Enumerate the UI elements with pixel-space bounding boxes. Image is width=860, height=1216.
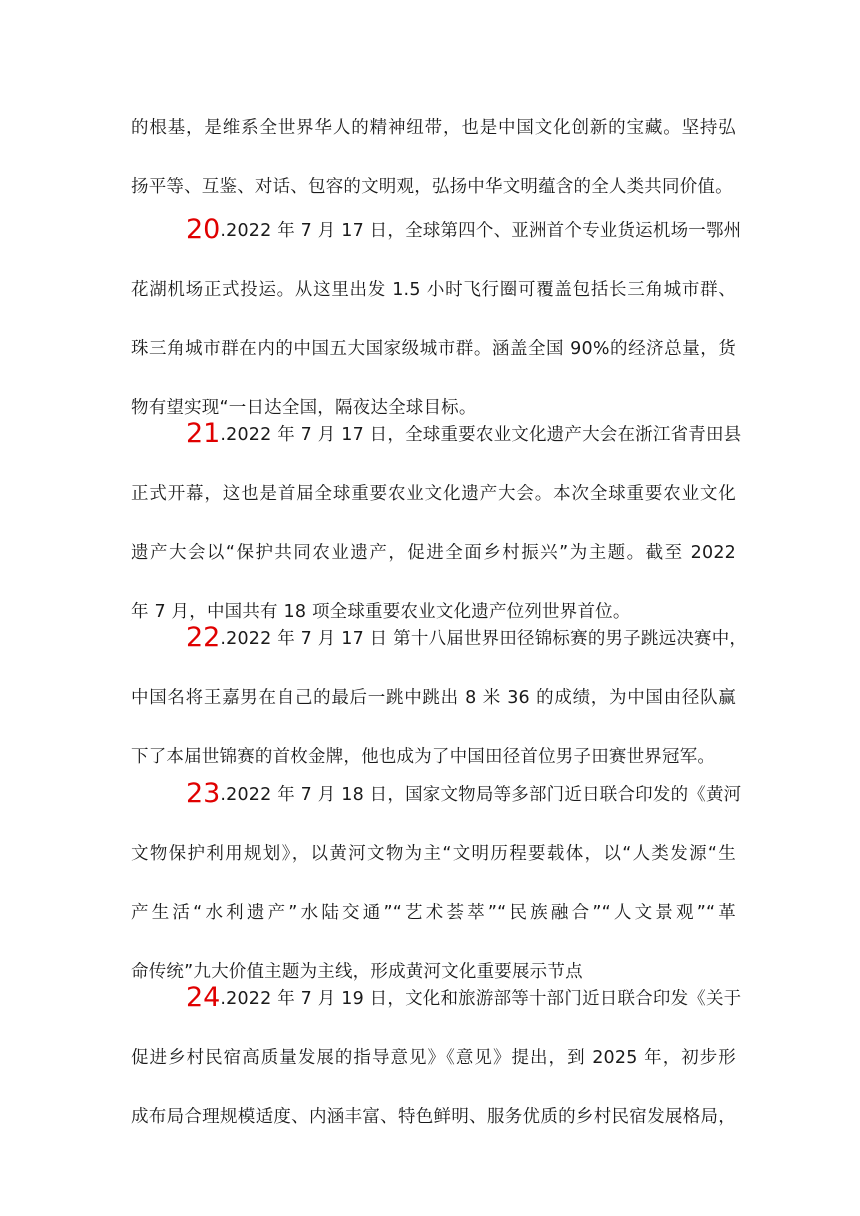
paragraph-item-24	[131, 982, 742, 1129]
text-line: 扬平等、互鉴、对话、包容的文明观，弘扬中华文明蕴含的全人类共同价值。	[131, 177, 733, 197]
text-line-first	[131, 622, 748, 653]
text-line: 文物保护利用规划》，以黄河文物为主“文明历程要载体，以“人类发源“生	[131, 844, 736, 864]
paragraph-item-22	[131, 622, 748, 769]
text-line: 的根基，是维系全世界华人的精神纽带，也是中国文化创新的宝藏。坚持弘	[131, 118, 736, 138]
text-line-first	[131, 214, 742, 245]
item-number: 22	[186, 622, 221, 653]
text-line: 年 7 月，中国共有 18 项全球重要农业文化遗产位列世界首位。	[131, 602, 631, 622]
text-line-first	[131, 778, 742, 809]
paragraph-item-21	[131, 418, 742, 624]
text-line-first	[131, 982, 742, 1013]
item-number: 21	[186, 418, 221, 449]
text-line: 成布局合理规模适度、内涵丰富、特色鲜明、服务优质的乡村民宿发展格局，	[131, 1107, 736, 1127]
text-line: 花湖机场正式投运。从这里出发 1.5 小时飞行圈可覆盖包括长三角城市群、	[131, 280, 736, 300]
text-line: .2022 年 7 月 18 日，国家文物局等多部门近日联合印发的《黄河	[220, 785, 742, 805]
text-line: 命传统”九大价值主题为主线，形成黄河文化重要展示节点	[131, 962, 583, 982]
text-line: 遗产大会以“保护共同农业遗产，促进全面乡村振兴”为主题。截至 2022	[131, 543, 736, 563]
text-line: 下了本届世锦赛的首枚金牌，他也成为了中国田径首位男子田赛世界冠军。	[131, 747, 716, 767]
text-line: 正式开幕，这也是首届全球重要农业文化遗产大会。本次全球重要农业文化	[131, 484, 736, 504]
item-number: 20	[186, 214, 221, 245]
paragraph-continuation	[131, 116, 736, 199]
paragraph-item-23	[131, 778, 742, 984]
paragraph-item-20	[131, 214, 742, 420]
text-line: .2022 年 7 月 17 日，全球第四个、亚洲首个专业货运机场一鄂州	[220, 221, 742, 241]
text-line: 促进乡村民宿高质量发展的指导意见》《意见》提出，到 2025 年，初步形	[131, 1048, 736, 1068]
text-line: 物有望实现“一日达全国，隔夜达全球目标。	[131, 398, 477, 418]
text-line-first	[131, 418, 742, 449]
item-number: 24	[186, 982, 221, 1013]
text-line: 产生活“水利遗产”水陆交通”“艺术荟萃”“民族融合”“人文景观”“革	[131, 903, 736, 923]
text-line: .2022 年 7 月 17 日，全球重要农业文化遗产大会在浙江省青田县	[220, 425, 742, 445]
text-line: 中国名将王嘉男在自己的最后一跳中跳出 8 米 36 的成绩，为中国由径队赢	[131, 688, 736, 708]
text-line: .2022 年 7 月 17 日 第十八届世界田径锦标赛的男子跳远决赛中，	[220, 629, 748, 649]
text-line: .2022 年 7 月 19 日，文化和旅游部等十部门近日联合印发《关于	[220, 989, 742, 1009]
text-line: 珠三角城市群在内的中国五大国家级城市群。涵盖全国 90%的经济总量，货	[131, 339, 736, 359]
item-number: 23	[186, 778, 221, 809]
